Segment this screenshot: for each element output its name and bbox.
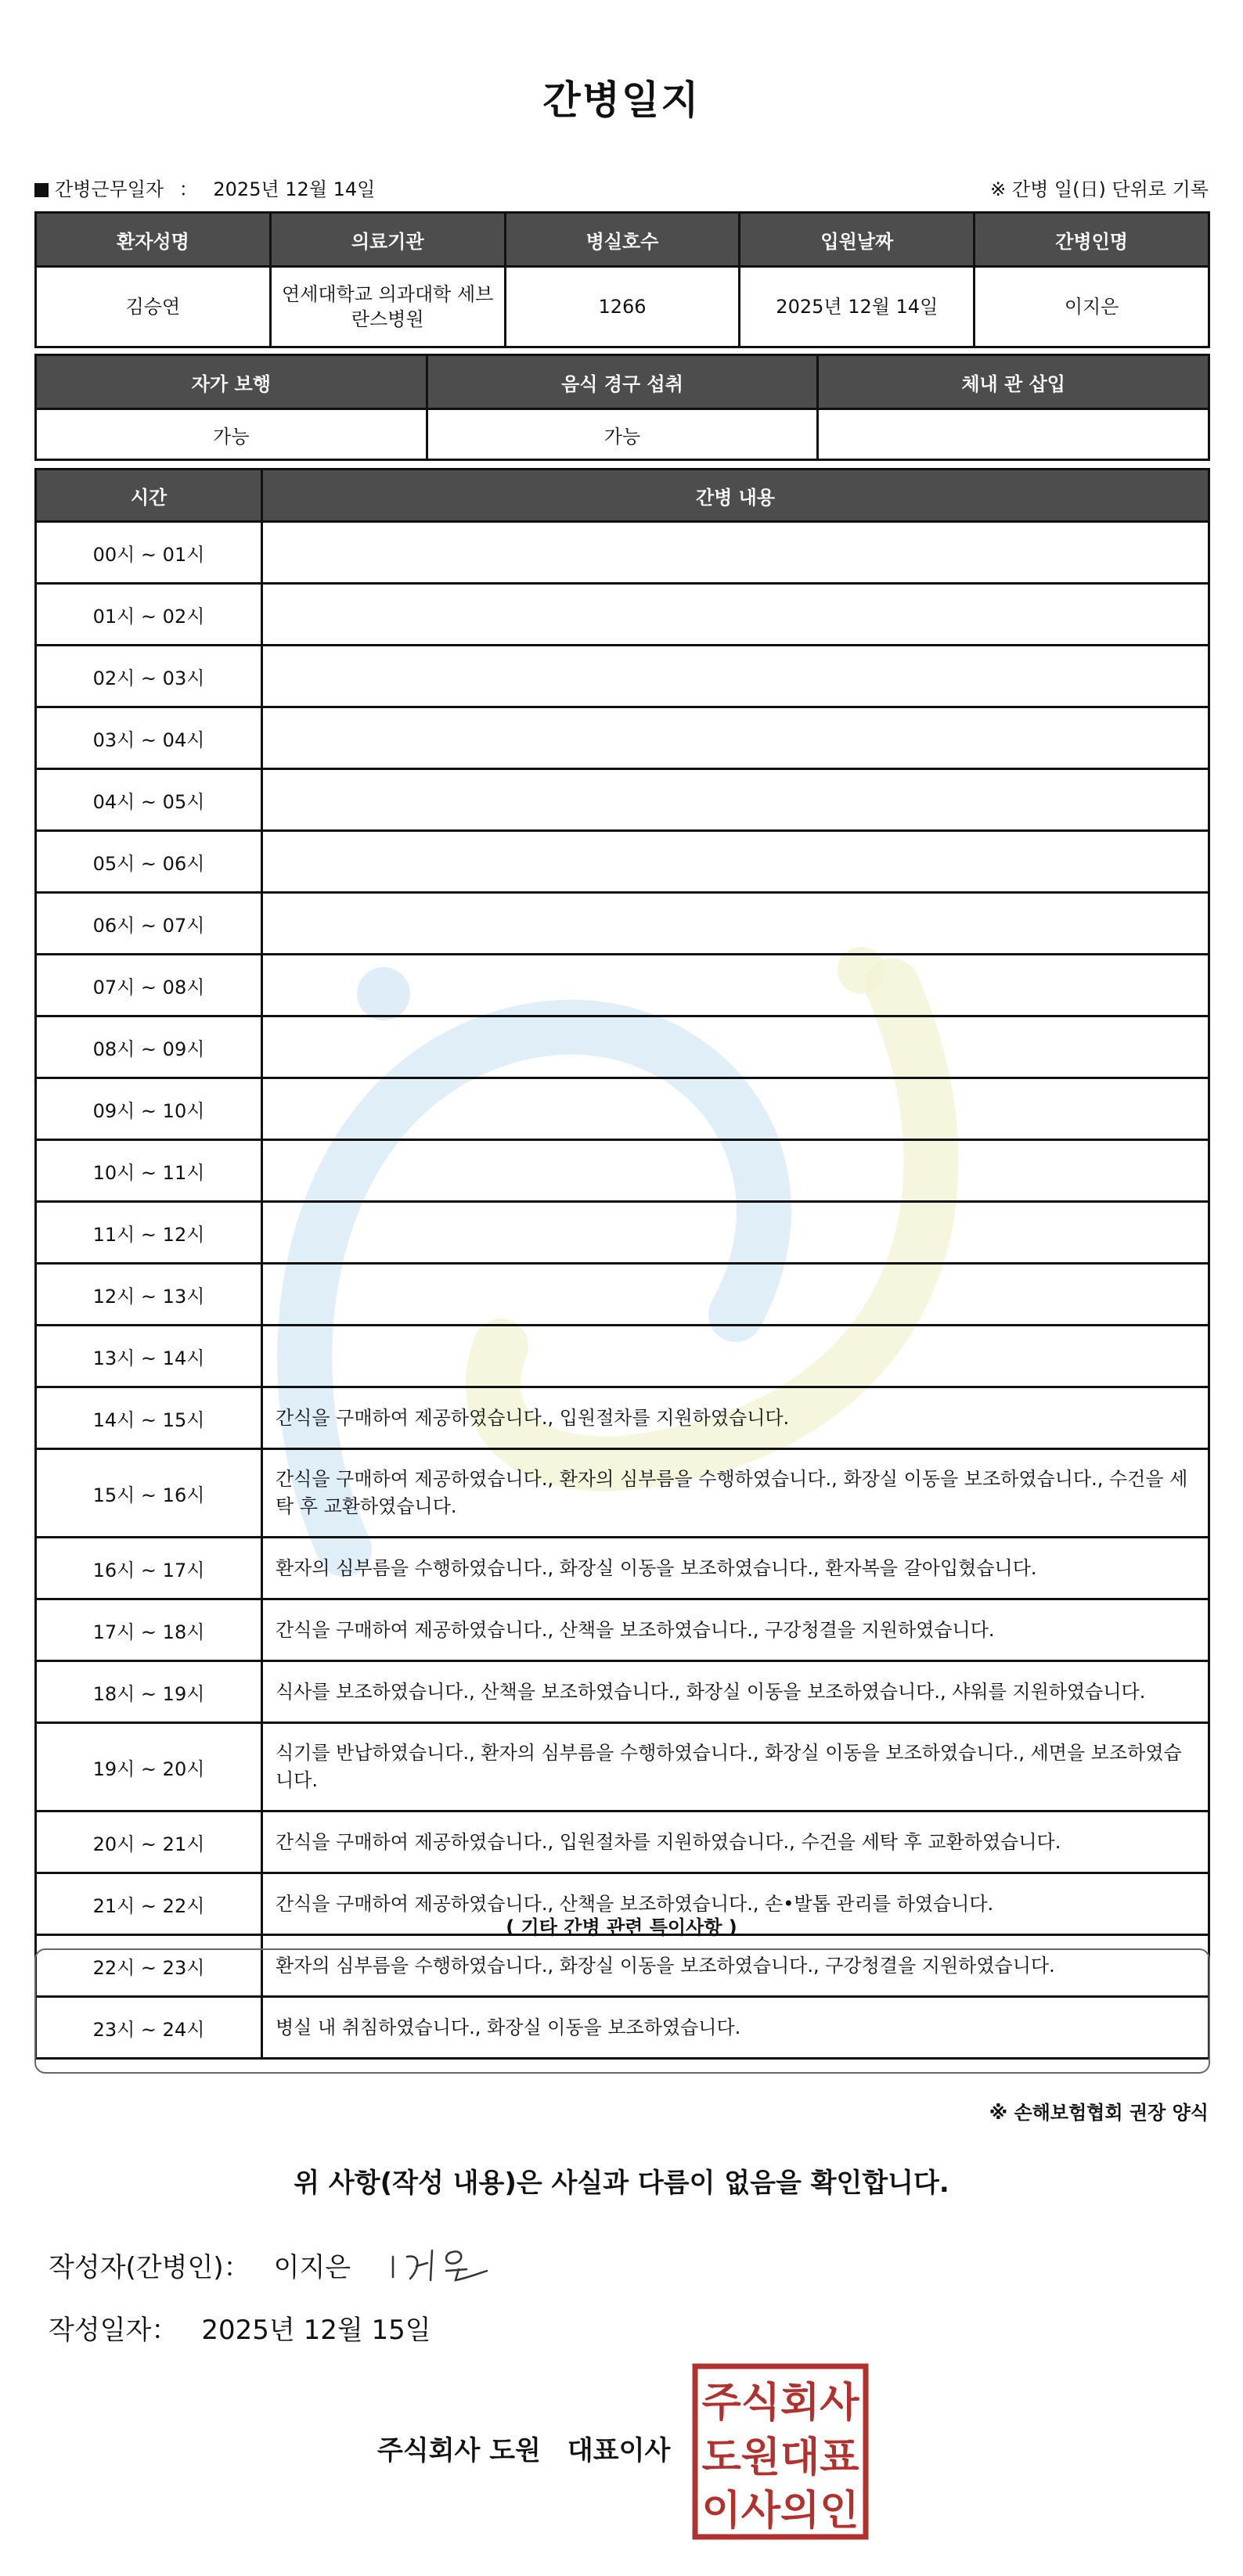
table-row — [36, 769, 1209, 831]
time-slot: 18시 ~ 19시 — [36, 1661, 262, 1723]
time-slot: 20시 ~ 21시 — [36, 1811, 262, 1873]
header-care-content: 간병 내용 — [262, 470, 1209, 522]
time-slot: 15시 ~ 16시 — [36, 1449, 262, 1538]
writer-line — [49, 2246, 351, 2284]
time-slot: 17시 ~ 18시 — [36, 1599, 262, 1661]
care-content: 간식을 구매하여 제공하였습니다., 입원절차를 지원하였습니다. — [262, 1387, 1209, 1449]
patient-status-table — [34, 354, 1210, 461]
time-slot: 14시 ~ 15시 — [36, 1387, 262, 1449]
admission-date: 2025년 12월 14일 — [740, 267, 975, 347]
header-walking: 자가 보행 — [36, 355, 427, 409]
care-log-table — [34, 468, 1210, 2060]
time-slot: 07시 ~ 08시 — [36, 955, 262, 1016]
table-row — [36, 1661, 1209, 1723]
writer-label: 작성자(간병인)： — [49, 2252, 250, 2283]
table-row — [36, 1387, 1209, 1449]
time-slot: 01시 ~ 02시 — [36, 584, 262, 646]
care-content: 식사를 보조하였습니다., 산책을 보조하였습니다., 화장실 이동을 보조하였습니다., 샤워를 지원하였습니다. — [262, 1661, 1209, 1723]
written-date-line — [49, 2308, 431, 2347]
care-content — [262, 1140, 1209, 1202]
care-content — [262, 522, 1209, 584]
patient-info-table — [34, 211, 1210, 348]
table-row — [36, 707, 1209, 769]
square-bullet-icon — [34, 183, 49, 197]
handwritten-signature — [384, 2240, 501, 2286]
oral-intake-value: 가능 — [427, 409, 818, 460]
care-content — [262, 831, 1209, 893]
special-notes-content — [36, 1950, 1209, 1975]
header-patient-name: 환자성명 — [36, 213, 271, 267]
time-slot: 09시 ~ 10시 — [36, 1078, 262, 1140]
work-date — [34, 174, 375, 201]
care-content: 간식을 구매하여 제공하였습니다., 입원절차를 지원하였습니다., 수건을 세탁 후 교환하였습니다. — [262, 1811, 1209, 1873]
company-seal-stamp — [692, 2363, 869, 2540]
table-row — [36, 1326, 1209, 1387]
written-date-value: 2025년 12월 15일 — [201, 2315, 431, 2346]
care-content — [262, 1202, 1209, 1264]
record-unit-note: ※ 간병 일(日) 단위로 기록 — [990, 178, 1209, 200]
company-name: 주식회사 도원 — [377, 2435, 541, 2466]
care-content: 병실 내 취침하였습니다., 화장실 이동을 보조하였습니다. — [262, 1997, 1209, 2059]
care-content — [262, 1326, 1209, 1387]
header-hospital: 의료기관 — [270, 213, 505, 267]
care-content: 간식을 구매하여 제공하였습니다., 산책을 보조하였습니다., 구강청결을 지원하였습니다. — [262, 1599, 1209, 1661]
care-content: 식기를 반납하였습니다., 환자의 심부름을 수행하였습니다., 화장실 이동을 보조하였습니다., 세면을 보조하였습니다. — [262, 1723, 1209, 1811]
work-date-value: 2025년 12월 14일 — [213, 178, 376, 200]
care-log-rows — [36, 522, 1209, 2059]
work-date-separator: ： — [178, 178, 198, 200]
writer-name: 이지은 — [273, 2252, 351, 2283]
table-row — [36, 1202, 1209, 1264]
time-slot: 04시 ~ 05시 — [36, 769, 262, 831]
walking-value: 가능 — [36, 409, 427, 460]
time-slot: 12시 ~ 13시 — [36, 1264, 262, 1326]
table-row — [36, 893, 1209, 955]
care-content — [262, 893, 1209, 955]
header-oral-intake: 음식 경구 섭취 — [427, 355, 818, 409]
table-row — [36, 831, 1209, 893]
table-row — [36, 584, 1209, 646]
time-slot: 22시 ~ 23시 — [36, 1935, 262, 1997]
time-slot: 19시 ~ 20시 — [36, 1723, 262, 1811]
time-slot: 08시 ~ 09시 — [36, 1016, 262, 1078]
time-slot: 11시 ~ 12시 — [36, 1202, 262, 1264]
company-line — [377, 2429, 670, 2467]
seal-line-2: 도원대표 — [701, 2434, 859, 2481]
written-date-label: 작성일자： — [49, 2315, 178, 2346]
time-slot: 10시 ~ 11시 — [36, 1140, 262, 1202]
time-slot: 06시 ~ 07시 — [36, 893, 262, 955]
table-row — [36, 1449, 1209, 1538]
care-content — [262, 955, 1209, 1016]
table-row — [36, 646, 1209, 707]
work-date-label: 간병근무일자 — [55, 178, 164, 200]
time-slot: 05시 ~ 06시 — [36, 831, 262, 893]
table-row — [36, 522, 1209, 584]
caregiver-name: 이지은 — [975, 267, 1209, 347]
care-content — [262, 1264, 1209, 1326]
time-slot: 21시 ~ 22시 — [36, 1873, 262, 1935]
table-row — [36, 1811, 1209, 1873]
table-row — [36, 1538, 1209, 1599]
care-content — [262, 1078, 1209, 1140]
care-content: 간식을 구매하여 제공하였습니다., 환자의 심부름을 수행하였습니다., 화장실 이동을 보조하였습니다., 수건을 세탁 후 교환하였습니다. — [262, 1449, 1209, 1538]
header-admission-date: 입원날짜 — [740, 213, 975, 267]
header-caregiver: 간병인명 — [975, 213, 1209, 267]
table-row — [36, 1723, 1209, 1811]
recommended-form-note: ※ 손해보험협회 권장 양식 — [989, 2102, 1209, 2124]
care-content: 환자의 심부름을 수행하였습니다., 화장실 이동을 보조하였습니다., 환자복을 갈아입혔습니다. — [262, 1538, 1209, 1599]
care-content: 환자의 심부름을 수행하였습니다., 화장실 이동을 보조하였습니다., 구강청결을 지원하였습니다. — [262, 1935, 1209, 1997]
seal-line-1: 주식회사 — [701, 2380, 859, 2427]
table-row — [36, 1264, 1209, 1326]
tube-value — [818, 409, 1209, 460]
table-row — [36, 1599, 1209, 1661]
table-row — [36, 1016, 1209, 1078]
time-slot: 03시 ~ 04시 — [36, 707, 262, 769]
care-content — [262, 584, 1209, 646]
representative-title: 대표이사 — [567, 2435, 671, 2466]
time-slot: 13시 ~ 14시 — [36, 1326, 262, 1387]
header-time: 시간 — [36, 470, 262, 522]
time-slot: 02시 ~ 03시 — [36, 646, 262, 707]
patient-name: 김승연 — [36, 267, 271, 347]
header-room: 병실호수 — [505, 213, 740, 267]
header-tube: 체내 관 삽입 — [818, 355, 1209, 409]
special-notes-label: ( 기타 간병 관련 특이사항 ) — [506, 1916, 737, 1938]
care-content — [262, 769, 1209, 831]
table-row — [36, 1140, 1209, 1202]
care-content — [262, 1016, 1209, 1078]
confirmation-statement: 위 사항(작성 내용)은 사실과 다름이 없음을 확인합니다. — [294, 2168, 949, 2199]
table-row — [36, 1078, 1209, 1140]
care-content: 간식을 구매하여 제공하였습니다., 산책을 보조하였습니다., 손•발톱 관리를 하였습니다. — [262, 1873, 1209, 1935]
hospital-name: 연세대학교 의과대학 세브란스병원 — [270, 267, 505, 347]
seal-line-3: 이사의인 — [701, 2488, 859, 2535]
time-slot: 16시 ~ 17시 — [36, 1538, 262, 1599]
table-row — [36, 955, 1209, 1016]
page-title: 간병일지 — [542, 77, 701, 123]
room-number: 1266 — [505, 267, 740, 347]
care-content — [262, 646, 1209, 707]
time-slot: 23시 ~ 24시 — [36, 1997, 262, 2059]
care-content — [262, 707, 1209, 769]
special-notes-box — [34, 1948, 1210, 2074]
time-slot: 00시 ~ 01시 — [36, 522, 262, 584]
